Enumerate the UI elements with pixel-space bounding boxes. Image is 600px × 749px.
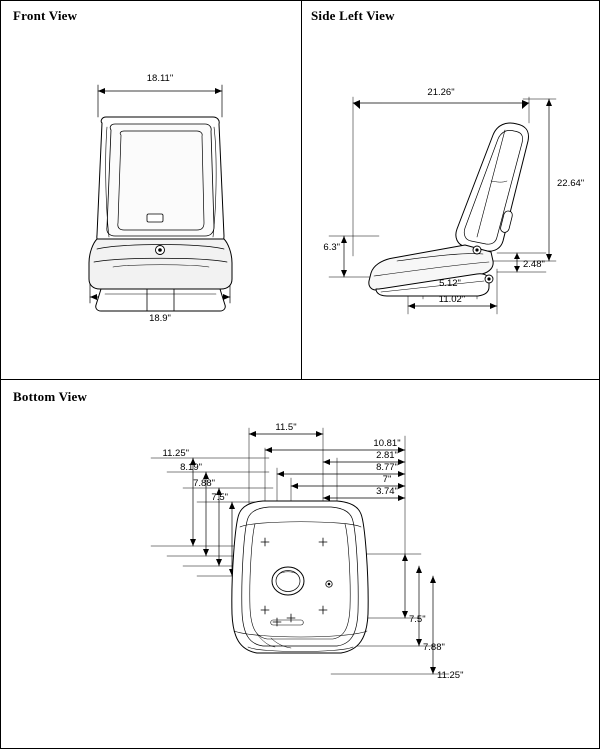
front-dim-top-label: 18.11" bbox=[146, 73, 174, 84]
bottom-view-drawing bbox=[1, 406, 600, 749]
bottom-dim-7-label: 7" bbox=[382, 474, 392, 485]
bottom-view-title: Bottom View bbox=[13, 389, 88, 404]
bottom-dim-788-right-label: 7.88" bbox=[423, 642, 445, 653]
panel-divider-horizontal bbox=[1, 379, 600, 380]
front-view-title: Front View bbox=[13, 8, 78, 23]
bottom-dim-1125-right-label: 11.25" bbox=[437, 670, 464, 681]
bottom-dim-788-left-label: 7.88" bbox=[193, 478, 215, 489]
bottom-view-svg bbox=[1, 406, 600, 749]
bottom-dim-75-left-label: 7.5" bbox=[211, 492, 228, 503]
bottom-dim-819-label: 8.19" bbox=[180, 462, 202, 473]
side-left-view-drawing bbox=[301, 31, 600, 379]
side-dim-2264-label: 22.64" bbox=[557, 178, 585, 189]
bottom-dim-281-label: 2.81" bbox=[376, 450, 398, 461]
bottom-dim-1125-left-label: 11.25" bbox=[162, 448, 189, 459]
side-left-view-svg bbox=[301, 31, 600, 379]
side-dim-63-label: 6.3" bbox=[323, 242, 340, 253]
bottom-dim-1081-label: 10.81" bbox=[373, 438, 401, 449]
bottom-dim-75-right-label: 7.5" bbox=[409, 614, 426, 625]
bottom-dim-115-label: 11.5" bbox=[275, 422, 297, 433]
bottom-dim-877-label: 8.77" bbox=[376, 462, 398, 473]
bottom-dim-374-label: 3.74" bbox=[376, 486, 398, 497]
front-dim-bottom-label: 18.9" bbox=[149, 313, 171, 324]
side-left-view-title: Side Left View bbox=[311, 8, 395, 23]
front-view-svg bbox=[1, 31, 301, 379]
side-dim-2126-label: 21.26" bbox=[427, 87, 455, 98]
front-view-drawing bbox=[1, 31, 301, 379]
side-dim-512-label: 5.12" bbox=[439, 278, 461, 289]
side-dim-248-label: 2.48" bbox=[523, 259, 545, 270]
side-dim-1102-label: 11.02" bbox=[438, 294, 466, 305]
